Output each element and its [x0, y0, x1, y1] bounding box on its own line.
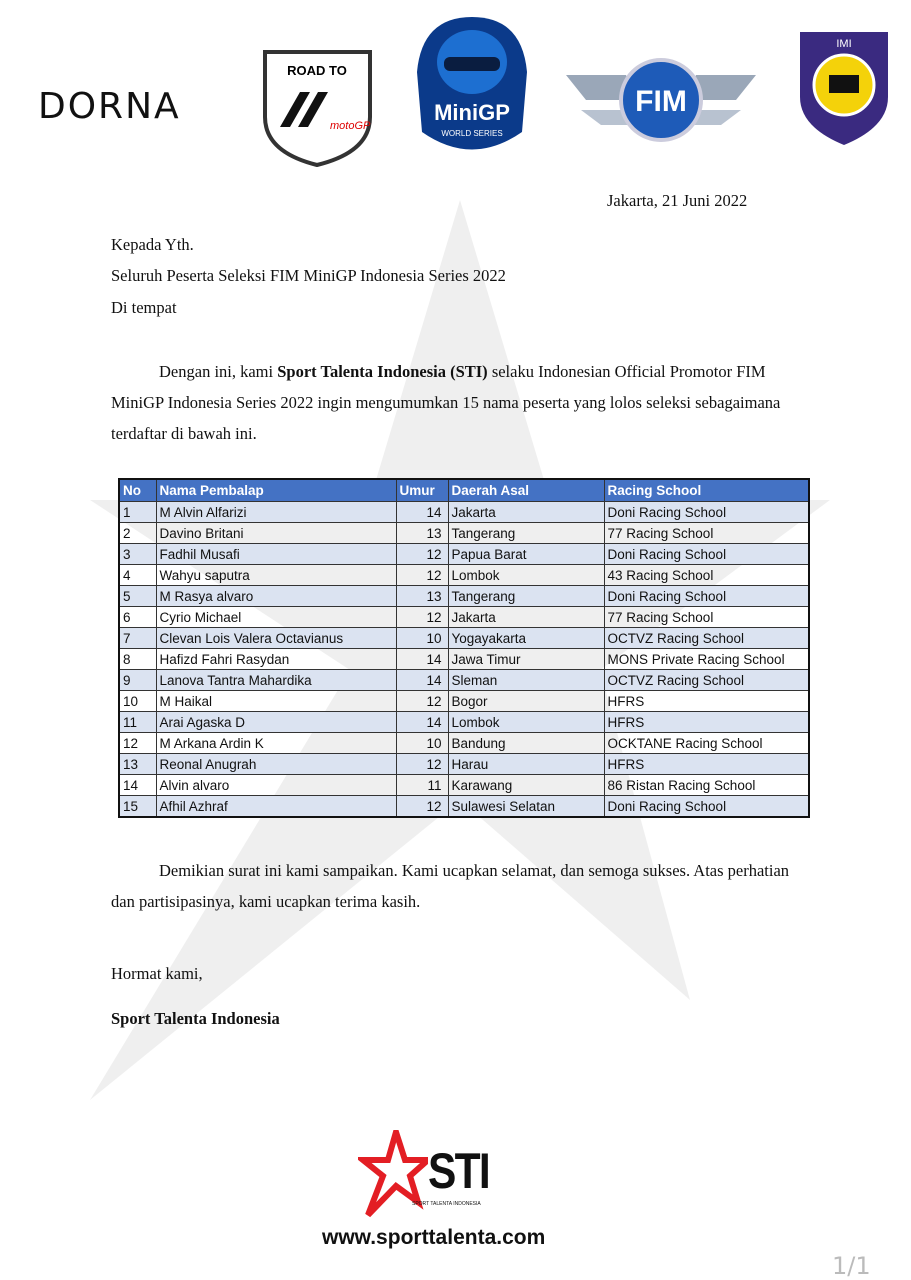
- recipient-line-3: Di tempat: [111, 298, 177, 317]
- table-cell: 12: [396, 691, 448, 712]
- table-row: [119, 523, 809, 544]
- table-cell: 10: [396, 733, 448, 754]
- table-cell: Tangerang: [448, 586, 604, 607]
- table-row: [119, 796, 809, 818]
- table-cell: HFRS: [604, 712, 809, 733]
- table-cell: HFRS: [604, 691, 809, 712]
- svg-text:FIM: FIM: [635, 85, 687, 118]
- imi-logo: [795, 27, 893, 147]
- table-cell: OCKTANE Racing School: [604, 733, 809, 754]
- table-cell: 12: [396, 754, 448, 775]
- table-cell: 11: [119, 712, 156, 733]
- table-row: [119, 544, 809, 565]
- table-cell: 5: [119, 586, 156, 607]
- table-cell: HFRS: [604, 754, 809, 775]
- table-header-row: [119, 479, 809, 502]
- table-cell: 12: [396, 796, 448, 818]
- table-row: [119, 712, 809, 733]
- sti-logo-text: STI: [428, 1143, 490, 1199]
- sti-logo-subtitle: SPORT TALENTA INDONESIA: [412, 1201, 481, 1207]
- table-row: [119, 565, 809, 586]
- fim-logo: [566, 55, 756, 150]
- website-link[interactable]: www.sporttalenta.com: [322, 1226, 546, 1249]
- svg-text:ROAD TO: ROAD TO: [287, 63, 347, 78]
- svg-text:motoGP: motoGP: [330, 120, 371, 132]
- table-row: [119, 502, 809, 523]
- table-cell: OCTVZ Racing School: [604, 628, 809, 649]
- table-cell: Clevan Lois Valera Octavianus: [156, 628, 396, 649]
- table-cell: M Rasya alvaro: [156, 586, 396, 607]
- table-cell: Doni Racing School: [604, 796, 809, 818]
- table-cell: 43 Racing School: [604, 565, 809, 586]
- table-cell: 13: [396, 523, 448, 544]
- table-cell: Papua Barat: [448, 544, 604, 565]
- svg-text:WORLD SERIES: WORLD SERIES: [441, 129, 503, 138]
- table-cell: 1: [119, 502, 156, 523]
- table-cell: 2: [119, 523, 156, 544]
- table-cell: 12: [396, 565, 448, 586]
- table-cell: M Alvin Alfarizi: [156, 502, 396, 523]
- table-cell: Cyrio Michael: [156, 607, 396, 628]
- table-cell: 11: [396, 775, 448, 796]
- svg-text:IMI: IMI: [836, 38, 852, 50]
- table-cell: 15: [119, 796, 156, 818]
- table-cell: Harau: [448, 754, 604, 775]
- closing-paragraph: Demikian surat ini kami sampaikan. Kami ucapkan selamat, dan semoga sukses. Atas perhatian dan partisipasinya, kami ucapkan terima kasih.: [111, 861, 790, 911]
- page-indicator: 1/1: [832, 1252, 871, 1280]
- table-cell: Jakarta: [448, 607, 604, 628]
- table-row: [119, 691, 809, 712]
- table-row: [119, 775, 809, 796]
- svg-text:MiniGP: MiniGP: [434, 100, 510, 125]
- table-cell: OCTVZ Racing School: [604, 670, 809, 691]
- intro-text-rest: selaku Indonesian Official Promotor FIM MiniGP Indonesia Series 2022 ingin mengumumkan 15 nama peserta yang lolos seleksi sebagaimana terdaftar di bawah ini.: [111, 362, 781, 443]
- column-header: Racing School: [604, 479, 809, 502]
- table-cell: 12: [396, 607, 448, 628]
- column-header: Daerah Asal: [448, 479, 604, 502]
- table-cell: MONS Private Racing School: [604, 649, 809, 670]
- table-cell: 12: [396, 544, 448, 565]
- table-cell: 10: [119, 691, 156, 712]
- table-cell: 12: [119, 733, 156, 754]
- table-cell: Bandung: [448, 733, 604, 754]
- table-cell: Afhil Azhraf: [156, 796, 396, 818]
- table-row: [119, 733, 809, 754]
- intro-text: Dengan ini, kami: [159, 362, 278, 381]
- table-cell: 6: [119, 607, 156, 628]
- table-cell: 14: [396, 502, 448, 523]
- table-cell: Wahyu saputra: [156, 565, 396, 586]
- table-cell: 8: [119, 649, 156, 670]
- table-cell: M Haikal: [156, 691, 396, 712]
- table-cell: 14: [396, 649, 448, 670]
- table-cell: 7: [119, 628, 156, 649]
- table-cell: Arai Agaska D: [156, 712, 396, 733]
- table-cell: Lombok: [448, 565, 604, 586]
- column-header: Nama Pembalap: [156, 479, 396, 502]
- table-cell: Jawa Timur: [448, 649, 604, 670]
- company-name-bold: Sport Talenta Indonesia (STI): [277, 362, 488, 381]
- table-cell: Alvin alvaro: [156, 775, 396, 796]
- table-cell: Davino Britani: [156, 523, 396, 544]
- table-cell: Doni Racing School: [604, 586, 809, 607]
- table-cell: Lombok: [448, 712, 604, 733]
- participants-table: [118, 478, 810, 818]
- table-cell: Bogor: [448, 691, 604, 712]
- table-cell: Reonal Anugrah: [156, 754, 396, 775]
- table-row: [119, 586, 809, 607]
- table-row: [119, 649, 809, 670]
- table-cell: 86 Ristan Racing School: [604, 775, 809, 796]
- table-row: [119, 754, 809, 775]
- table-row: [119, 628, 809, 649]
- column-header: No: [119, 479, 156, 502]
- table-cell: 13: [396, 586, 448, 607]
- table-cell: Yogayakarta: [448, 628, 604, 649]
- table-cell: 77 Racing School: [604, 607, 809, 628]
- table-cell: Sulawesi Selatan: [448, 796, 604, 818]
- recipient-line-1: Kepada Yth.: [111, 235, 194, 254]
- table-cell: Lanova Tantra Mahardika: [156, 670, 396, 691]
- table-cell: 13: [119, 754, 156, 775]
- table-cell: 14: [119, 775, 156, 796]
- road-to-motogp-logo: [260, 47, 375, 167]
- table-cell: Jakarta: [448, 502, 604, 523]
- regards: Hormat kami,: [111, 964, 203, 983]
- table-cell: Fadhil Musafi: [156, 544, 396, 565]
- table-row: [119, 607, 809, 628]
- signatory: Sport Talenta Indonesia: [111, 1009, 280, 1028]
- table-cell: 4: [119, 565, 156, 586]
- table-cell: 77 Racing School: [604, 523, 809, 544]
- table-cell: Karawang: [448, 775, 604, 796]
- table-row: [119, 670, 809, 691]
- table-cell: Doni Racing School: [604, 544, 809, 565]
- table-cell: 3: [119, 544, 156, 565]
- table-cell: 10: [396, 628, 448, 649]
- recipient-line-2: Seluruh Peserta Seleksi FIM MiniGP Indonesia Series 2022: [111, 266, 506, 285]
- table-cell: Sleman: [448, 670, 604, 691]
- minigp-logo: [412, 12, 532, 167]
- intro-paragraph: [111, 356, 801, 449]
- table-cell: M Arkana Ardin K: [156, 733, 396, 754]
- table-cell: Tangerang: [448, 523, 604, 544]
- table-cell: 14: [396, 670, 448, 691]
- table-cell: Hafizd Fahri Rasydan: [156, 649, 396, 670]
- table-cell: Doni Racing School: [604, 502, 809, 523]
- table-cell: 14: [396, 712, 448, 733]
- table-cell: 9: [119, 670, 156, 691]
- dorna-logo: DORNA: [38, 86, 181, 127]
- column-header: Umur: [396, 479, 448, 502]
- letter-date: Jakarta, 21 Juni 2022: [607, 191, 748, 210]
